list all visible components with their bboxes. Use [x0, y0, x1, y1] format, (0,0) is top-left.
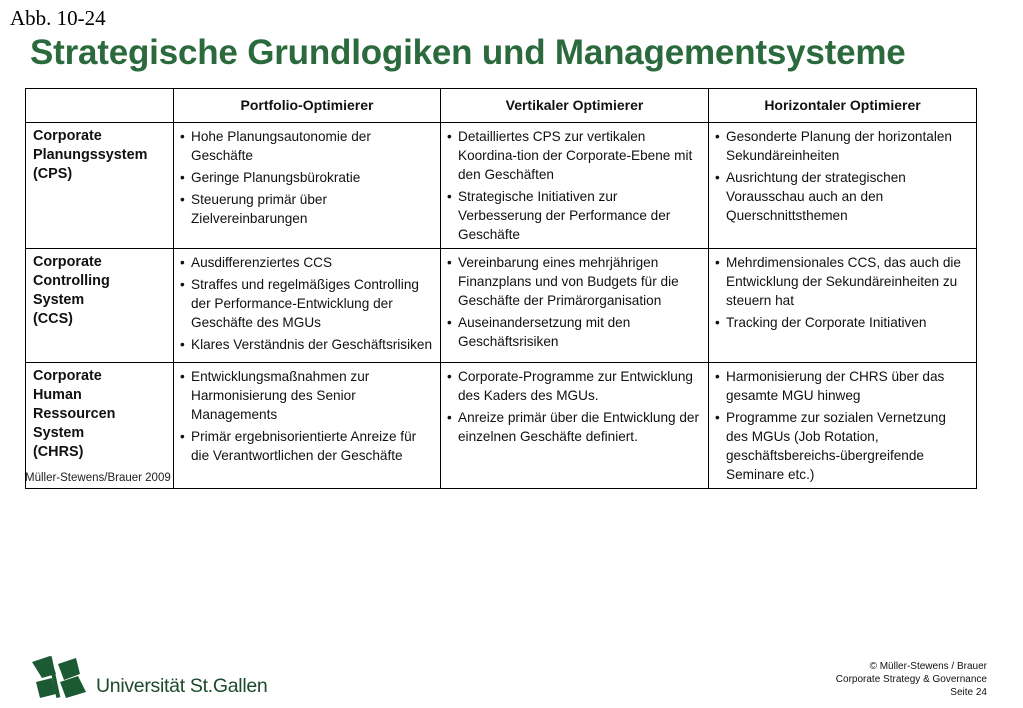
page-title: Strategische Grundlogiken und Managementsysteme: [30, 33, 906, 72]
table-cell: [441, 123, 709, 249]
bullet-item: • Entwicklungsmaßnahmen zur Harmonisierung des Senior Managements: [180, 369, 370, 422]
figure-label: Abb. 10-24: [10, 6, 106, 30]
bullet-item: • Programme zur sozialen Vernetzung des MGUs (Job Rotation, geschäftsbereichs-übergreifende Seminare etc.): [715, 410, 946, 482]
table-cell: [174, 363, 441, 489]
bullet-item: • Anreize primär über die Entwicklung der einzelnen Geschäfte definiert.: [447, 410, 700, 444]
bullet-item: • Corporate-Programme zur Entwicklung des Kaders des MGUs.: [447, 369, 693, 403]
table-header-row: [26, 89, 977, 123]
university-logo: [30, 654, 268, 700]
footer-course: Corporate Strategy & Governance: [835, 674, 987, 685]
row-header: Corporate Planungssystem (CPS): [26, 123, 174, 249]
bullet-item: • Straffes und regelmäßiges Controlling der Performance-Entwicklung der Geschäfte des MGUs: [180, 277, 419, 330]
table-cell: [174, 123, 441, 249]
column-header: Vertikaler Optimierer: [441, 89, 709, 123]
bullet-item: • Auseinandersetzung mit den Geschäftsrisiken: [447, 315, 631, 349]
table-cell: [174, 249, 441, 363]
table-cell: [441, 249, 709, 363]
corner-cell: [26, 89, 174, 123]
bullet-item: • Geringe Planungsbürokratie: [180, 170, 361, 185]
bullet-item: • Ausrichtung der strategischen Vorausschau auch an den Querschnittsthemen: [715, 170, 906, 223]
bullet-item: • Strategische Initiativen zur Verbesserung der Performance der Geschäfte: [447, 189, 671, 242]
bullet-item: • Tracking der Corporate Initiativen: [715, 315, 927, 330]
table-cell: [709, 363, 977, 489]
bullet-item: • Klares Verständnis der Geschäftsrisiken: [180, 337, 433, 352]
bullet-item: • Harmonisierung der CHRS über das gesamte MGU hinweg: [715, 369, 945, 403]
logo-text: Universität St.Gallen: [96, 675, 268, 697]
row-header: Corporate Controlling System (CCS): [26, 249, 174, 363]
bullet-item: • Detailliertes CPS zur vertikalen Koordina-tion der Corporate-Ebene mit den Geschäften: [447, 129, 693, 182]
source-citation: Müller-Stewens/Brauer 2009: [25, 472, 171, 484]
footer: [836, 660, 987, 699]
footer-copyright: © Müller-Stewens / Brauer: [869, 661, 987, 672]
table-cell: [709, 123, 977, 249]
column-header: Horizontaler Optimierer: [709, 89, 977, 123]
hsg-leaf-icon: [30, 654, 92, 700]
bullet-item: • Mehrdimensionales CCS, das auch die Entwicklung der Sekundäreinheiten zu steuern hat: [715, 255, 961, 308]
bullet-item: • Ausdifferenziertes CCS: [180, 255, 333, 270]
bullet-item: • Primär ergebnisorientierte Anreize für die Verantwortlichen der Geschäfte: [180, 429, 417, 463]
table-row: [26, 249, 977, 363]
table-cell: [709, 249, 977, 363]
bullet-item: • Steuerung primär über Zielvereinbarungen: [180, 192, 328, 226]
bullet-item: • Hohe Planungsautonomie der Geschäfte: [180, 129, 371, 163]
comparison-table: [25, 88, 977, 489]
bullet-item: • Vereinbarung eines mehrjährigen Finanzplans und von Budgets für die Geschäfte der Primärorganisation: [447, 255, 679, 308]
table-row: [26, 363, 977, 489]
column-header: Portfolio-Optimierer: [174, 89, 441, 123]
bullet-item: • Gesonderte Planung der horizontalen Sekundäreinheiten: [715, 129, 952, 163]
footer-page-number: Seite 24: [950, 687, 987, 698]
row-header: Corporate Human Ressourcen System (CHRS): [26, 363, 174, 489]
table-row: [26, 123, 977, 249]
table-cell: [441, 363, 709, 489]
